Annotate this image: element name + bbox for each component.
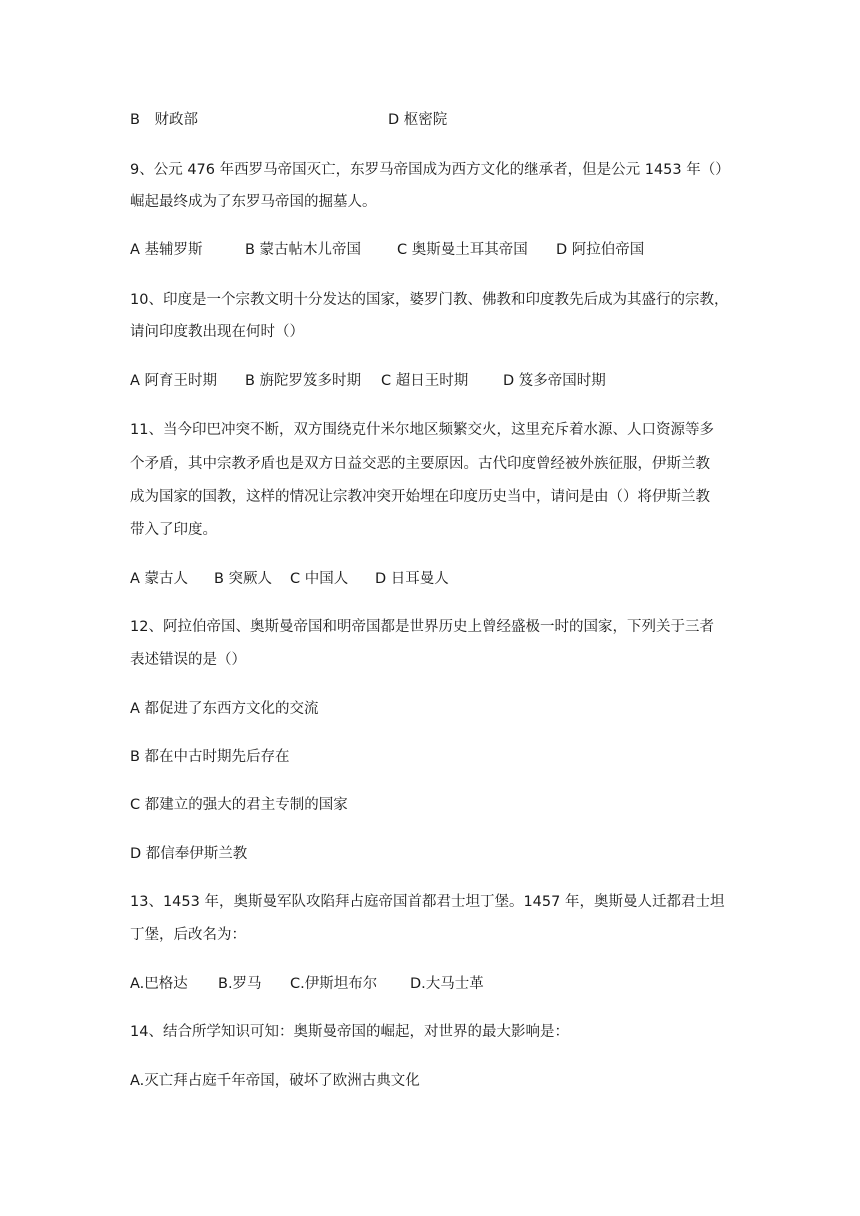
q10-option-d: D 笈多帝国时期 (503, 373, 606, 389)
q12-option-a: A 都促进了东西方文化的交流 (130, 701, 319, 717)
q10-option-a: A 阿育王时期 (130, 373, 218, 389)
q13-option-d: D.大马士革 (410, 976, 484, 992)
q13-option-b: B.罗马 (218, 976, 262, 992)
q11-option-b: B 突厥人 (214, 571, 273, 587)
q11-text-line-1: 11、当今印巴冲突不断，双方围绕克什米尔地区频繁交火，这里充斥着水源、人口资源等多 (130, 422, 714, 438)
q10-text-line-1: 10、印度是一个宗教文明十分发达的国家，婆罗门教、佛教和印度教先后成为其盛行的宗教， (130, 292, 729, 308)
q10-option-b: B 旃陀罗笈多时期 (245, 373, 362, 389)
q14-option-a: A.灭亡拜占庭千年帝国，破坏了欧洲古典文化 (130, 1073, 420, 1089)
q8-option-b: B 财政部 (130, 112, 198, 128)
q12-option-c: C 都建立的强大的君主专制的国家 (130, 797, 348, 813)
q11-text-line-3: 成为国家的国教，这样的情况让宗教冲突开始埋在印度历史当中，请问是由（）将伊斯兰教 (130, 489, 710, 505)
q13-text-line-1: 13、1453 年，奥斯曼军队攻陷拜占庭帝国首都君士坦丁堡。1457 年，奥斯曼人迁都君士坦 (130, 894, 725, 910)
q8-option-d: D 枢密院 (388, 112, 448, 128)
q12-text-line-2: 表述错误的是（） (130, 652, 246, 668)
q12-text-line-1: 12、阿拉伯帝国、奥斯曼帝国和明帝国都是世界历史上曾经盛极一时的国家，下列关于三者 (130, 619, 714, 635)
q11-option-c: C 中国人 (290, 571, 349, 587)
q9-option-b: B 蒙古帖木儿帝国 (245, 242, 362, 258)
q9-option-a: A 基辅罗斯 (130, 242, 203, 258)
q9-option-c: C 奥斯曼土耳其帝国 (397, 242, 528, 258)
q10-option-c: C 超日王时期 (381, 373, 469, 389)
q9-text-line-1: 9、公元 476 年西罗马帝国灭亡，东罗马帝国成为西方文化的继承者，但是公元 1453 年（） (130, 162, 730, 178)
q10-text-line-2: 请问印度教出现在何时（） (130, 324, 304, 340)
q11-option-a: A 蒙古人 (130, 571, 189, 587)
q12-option-d: D 都信奉伊斯兰教 (130, 846, 248, 862)
q13-option-c: C.伊斯坦布尔 (290, 976, 378, 992)
q11-option-d: D 日耳曼人 (375, 571, 449, 587)
q9-option-d: D 阿拉伯帝国 (556, 242, 645, 258)
q14-text-line-1: 14、结合所学知识可知：奥斯曼帝国的崛起，对世界的最大影响是： (130, 1024, 569, 1040)
q11-text-line-4: 带入了印度。 (130, 522, 217, 538)
q9-text-line-2: 崛起最终成为了东罗马帝国的掘墓人。 (130, 194, 377, 210)
q13-text-line-2: 丁堡，后改名为： (130, 927, 246, 943)
q12-option-b: B 都在中古时期先后存在 (130, 749, 290, 765)
q13-option-a: A.巴格达 (130, 976, 188, 992)
q11-text-line-2: 个矛盾，其中宗教矛盾也是双方日益交恶的主要原因。古代印度曾经被外族征服，伊斯兰教 (130, 456, 710, 472)
